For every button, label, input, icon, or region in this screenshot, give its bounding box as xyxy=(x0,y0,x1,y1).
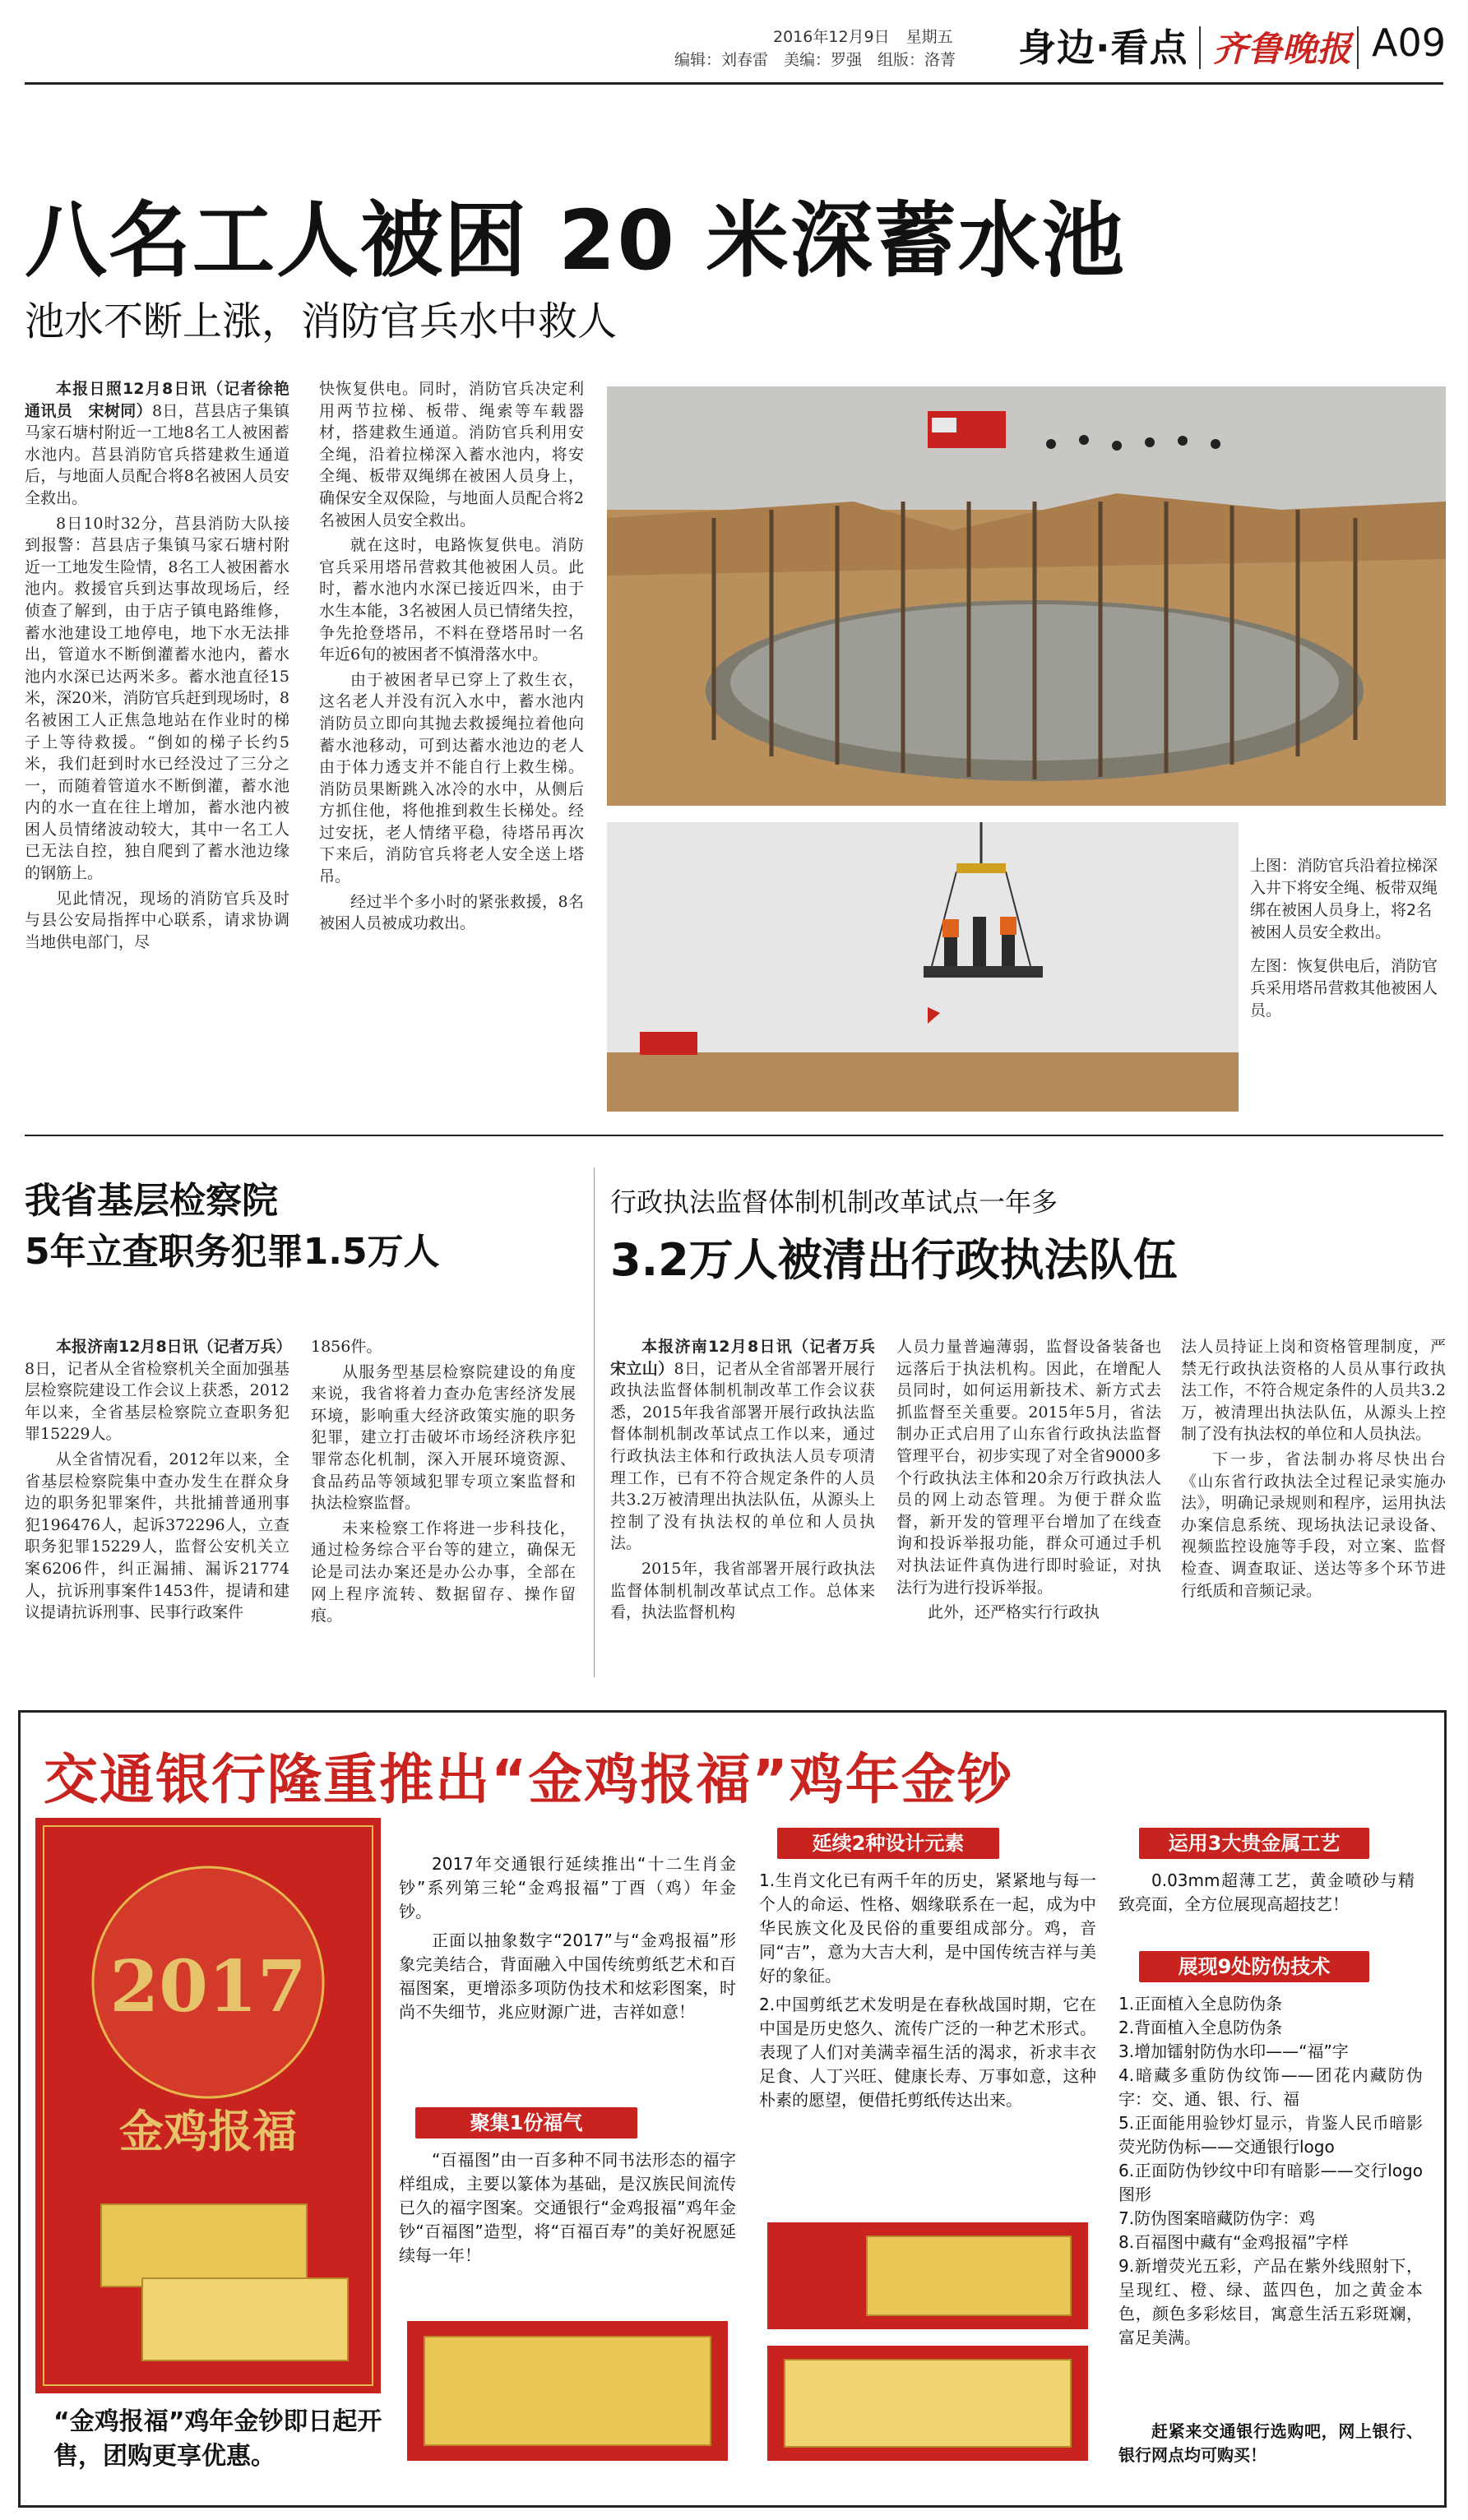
divider xyxy=(1357,26,1359,69)
list-item: 8.百福图中藏有“金鸡报福”字样 xyxy=(1118,2232,1349,2252)
list-item: 2.背面植入全息防伪条 xyxy=(1118,2018,1283,2037)
subheadline: 池水不断上涨，消防官兵水中救人 xyxy=(25,298,618,344)
rescue-photo-crane xyxy=(607,822,1239,1112)
list-item: 7.防伪图案暗藏防伪字：鸡 xyxy=(1118,2208,1316,2228)
header-credits: 编辑：刘春雷 美编：罗强 组版：洛菁 xyxy=(674,51,956,69)
product-panel xyxy=(35,1818,381,2393)
headline: 八名工人被困 20 米深蓄水池 xyxy=(25,192,1126,289)
caption-top: 上图：消防官兵沿着拉梯深入井下将安全绳、板带双绳绑在被困人员身上，将2名被困人员安全救出。 xyxy=(1250,857,1438,941)
story3-kicker: 行政执法监督体制机制改革试点一年多 xyxy=(610,1186,1058,1218)
header-rule xyxy=(25,82,1443,85)
divider xyxy=(1199,26,1201,69)
article-column: 本报济南12月8日讯（记者万兵 宋立山）8日，记者从全省部署开展行政执法监督体制机制改革工作会议获悉，2015年我省部署开展行政执法监督体制机制改革试点工作以来，通过行政执法主体和行政执法人员专项清理工作，已有不符合规定条件的人员共3.2万被清理出执法队伍，从源头上控制了没有执法权的单位和人员执法。 2015年，我省部署开展行政执法监督体制机制改革试点工作。总体来看，执法监督机构 xyxy=(610,1338,891,1622)
ad-intro: 2017年交通银行延续推出“十二生肖金钞”系列第三轮“金鸡报福”丁酉（鸡）年金钞。 正面以抽象数字“2017”与“金鸡报福”形象完美结合，背面融入中国传统剪纸艺术和百福图案，更增添多项防伪技术和炫彩图案，时尚不失细节，兆应财源广进，吉祥如意！ xyxy=(399,1854,736,2022)
header-date: 2016年12月9日 xyxy=(773,28,890,46)
dateline: 本报济南12月8日讯（记者万兵 宋立山） xyxy=(610,1338,891,1378)
column-divider xyxy=(594,1168,595,1677)
anti-counterfeit-list xyxy=(1118,1992,1423,2350)
section-badge: 运用3大贵金属工艺 xyxy=(1139,1828,1369,1859)
note-back-image xyxy=(767,2222,1088,2329)
list-item: 5.正面能用验钞灯显示，肯鉴人民币暗影荧光防伪标——交通银行logo xyxy=(1118,2113,1423,2157)
advertisement xyxy=(18,1710,1447,2508)
story2-title-line1: 我省基层检察院 xyxy=(25,1180,278,1222)
article-column: 本报济南12月8日讯（记者万兵）8日，记者从全省检察机关全面加强基层检察院建设工作会议上获悉，2012年以来，全省基层检察院立查职务犯罪15229人。 从全省情况看，2012年以来，全省基层检察院集中查办发生在群众身边的职务犯罪案件，共批捕普通刑事犯196476人，起诉372296人，立查职务犯罪15229人，监督公安机关立案6206件，纠正漏捕、漏诉21774人，抗诉刑事案件1453件，提请和建议提请抗诉刑事、民事行政案件 xyxy=(25,1338,292,1622)
reservoir-illustration xyxy=(607,386,1446,806)
story3-headline: 3.2万人被清出行政执法队伍 xyxy=(610,1234,1178,1286)
dateline: 本报济南12月8日讯（记者万兵） xyxy=(56,1338,292,1356)
art-year: 2017 xyxy=(109,1945,307,2028)
page-number: A09 xyxy=(1372,21,1447,65)
article-column: 本报日照12月8日讯（记者徐艳 通讯员 宋树同）8日，莒县店子集镇马家石塘村附近一工地8名工人被困蓄水池内。莒县消防官兵搭建救生通道后，与地面人员配合将8名被困人员安全救出。 8日10时32分，莒县消防大队接到报警：莒县店子集镇马家石塘村附近一工地发生险情，8名工人被困蓄水池内。救援官兵到达事故现场后，经侦查了解到，由于店子镇电路维修，蓄水池建设工地停电，地下水无法排出，管道水不断倒灌蓄水池内，蓄水池内水深已达两米多。蓄水池直径15米，深20米，消防官兵赶到现场时，8名被困工人正焦急地站在作业时的梯子上等待救援。“倒如的梯子长约5米，我们赶到时水已经没过了三分之一，而随着管道水不断倒灌，蓄水池内的水一直在往上增加，蓄水池内被困人员情绪波动较大，其中一名工人已无法自控，独自爬到了蓄水池边缘的钢筋上。 见此情况，现场的消防官兵及时与县公安局指挥中心联系，请求协调当地供电部门，尽 xyxy=(25,380,306,951)
list-item: 3.增加镭射防伪水印——“福”字 xyxy=(1118,2041,1349,2061)
article-column: 人员力量普遍薄弱，监督设备装备也远落后于执法机构。因此，在增配人员同时，如何运用新技术、新方式去抓监督至关重要。2015年5月，省法制办正式启用了山东省行政执法监督管理平台，初步实现了对全省9000多个行政执法主体和20余万行政执法人员的网上动态管理。为便于群众监督，新开发的管理平台增加了在线查询和投诉举报功能，群众可通过手机对执法证件真伪进行即时验证，对执法行为进行投诉举报。 此外，还严格实行行政执 xyxy=(896,1338,1161,1622)
article-column: 1856件。 从服务型基层检察院建设的角度来说，我省将着力查办危害经济发展环境，影响重大经济政策实施的职务犯罪，建立打击破坏市场经济秩序犯罪常态化机制，深入开展环境资源、食品药品等领域犯罪专项立案监督和执法检察监督。 未来检察工作将进一步科技化，通过检务综合平台等的建立，确保无论是司法办案还是办公办事，全部在网上程序流转、数据留存、操作留痕。 xyxy=(311,1338,576,1625)
list-item: 9.新增荧光五彩，产品在紫外线照射下，呈现红、橙、绿、蓝四色，加之黄金本色，颜色多彩炫目，寓意生活五彩斑斓，富足美满。 xyxy=(1118,2256,1423,2347)
section-badge: 展现9处防伪技术 xyxy=(1139,1951,1369,1982)
product-caption: “金鸡报福”鸡年金钞即日起开售，团购更享优惠。 xyxy=(53,2407,382,2471)
photo-caption xyxy=(1250,855,1446,1022)
section-name: 身边·看点 xyxy=(1018,25,1188,70)
hundred-fu-card xyxy=(407,2321,728,2461)
dateline: 本报日照12月8日讯（记者徐艳 通讯员 宋树同） xyxy=(25,380,306,420)
caption-left: 左图：恢复供电后，消防官兵采用塔吊营救其他被困人员。 xyxy=(1250,957,1438,1020)
header-weekday: 星期五 xyxy=(905,28,953,46)
list-item: 1.正面植入全息防伪条 xyxy=(1118,1994,1283,2014)
art-calligraphy: 金鸡报福 xyxy=(119,2105,297,2157)
story2-headline xyxy=(25,1176,440,1278)
rescue-photo-top xyxy=(607,386,1446,806)
section-badge: 延续2种设计元素 xyxy=(777,1828,999,1859)
ad-headline: 交通银行隆重推出“金鸡报福”鸡年金钞 xyxy=(44,1748,1013,1811)
section-rule xyxy=(25,1135,1443,1136)
ad-section-text: 1.生肖文化已有两千年的历史，紧紧地与每一个人的命运、性格、姻缘联系在一起，成为中华民族文化及民俗的重要组成部分。鸡，音同“吉”，意为大吉大利，是中国传统吉祥与美好的象征。 2.中国剪纸艺术发明是在春秋战国时期，它在中国是历史悠久、流传广泛的一种艺术形式。表现了人们对美满幸福生活的渴求，祈求丰衣足食、人丁兴旺、健康长寿、万事如意，这种朴素的愿望，便借托剪纸传达出来。 xyxy=(759,1870,1096,2110)
article-column: 法人员持证上岗和资格管理制度，严禁无行政执法资格的人员从事行政执法工作，不符合规定条件的人员共3.2万，被清理出执法队伍，从源头上控制了没有执法权的单位和人员执法。 下一步，省法制办将尽快出台《山东省行政执法全过程记录实施办法》，明确记录规则和程序，运用执法办案信息系统、现场执法记录设备、视频监控设施等手段，对立案、监督检查、调查取证、送达等多个环节进行纸质和音频记录。 xyxy=(1181,1338,1446,1600)
paper-logo: 齐鲁晚报 xyxy=(1213,29,1352,69)
ad-section-text: 0.03mm超薄工艺，黄金喷砂与精致亮面，全方位展现高超技艺！ xyxy=(1118,1870,1415,1914)
section-badge: 聚集1份福气 xyxy=(415,2107,637,2139)
story2-title-line2: 5年立查职务犯罪1.5万人 xyxy=(25,1231,440,1273)
header-meta xyxy=(773,25,1003,47)
list-item: 6.正面防伪钞纹中印有暗影——交行logo图形 xyxy=(1118,2161,1423,2204)
crane-illustration xyxy=(607,822,1239,1112)
gold-note-artwork xyxy=(35,1818,381,2393)
list-item: 4.暗藏多重防伪纹饰——团花内藏防伪字：交、通、银、行、福 xyxy=(1118,2065,1423,2109)
ad-closing: 赶紧来交通银行选购吧，网上银行、银行网点均可购买！ xyxy=(1118,2421,1423,2465)
note-front-image xyxy=(767,2346,1088,2461)
ad-section-text: “百福图”由一百多种不同书法形态的福字样组成，主要以篆体为基础，是汉族民间流传已久的福字图案。交通银行“金鸡报福”鸡年金钞“百福图”造型，将“百福百寿”的美好祝愿延续每一年！ xyxy=(399,2150,736,2265)
article-column: 快恢复供电。同时，消防官兵决定利用两节拉梯、板带、绳索等车载器材，搭建救生通道。消防官兵利用安全绳，沿着拉梯深入蓄水池内，将安全绳、板带双绳绑在被困人员身上，确保安全双保险，与地面人员配合将2名被困人员安全救出。 就在这时，电路恢复供电。消防官兵采用塔吊营救其他被困人员。此时，蓄水池内水深已接近四米，由于水生本能，3名被困人员已情绪失控，争先抢登塔吊，不料在登塔吊时一名年近6旬的被困者不慎滑落水中。 由于被困者早已穿上了救生衣，这名老人并没有沉入水中，蓄水池内消防员立即向其抛去救援绳拉着他向蓄水池移动，可到达蓄水池边的老人由于体力透支并不能自行上救生梯。消防员果断跳入冰冷的水中，从侧后方抓住他，将他推到救生长梯处。经过安抚，老人情绪平稳，待塔吊再次下来后，消防官兵将老人安全送上塔吊。 经过半个多小时的紧张救援，8名被困人员被成功救出。 xyxy=(319,380,584,933)
